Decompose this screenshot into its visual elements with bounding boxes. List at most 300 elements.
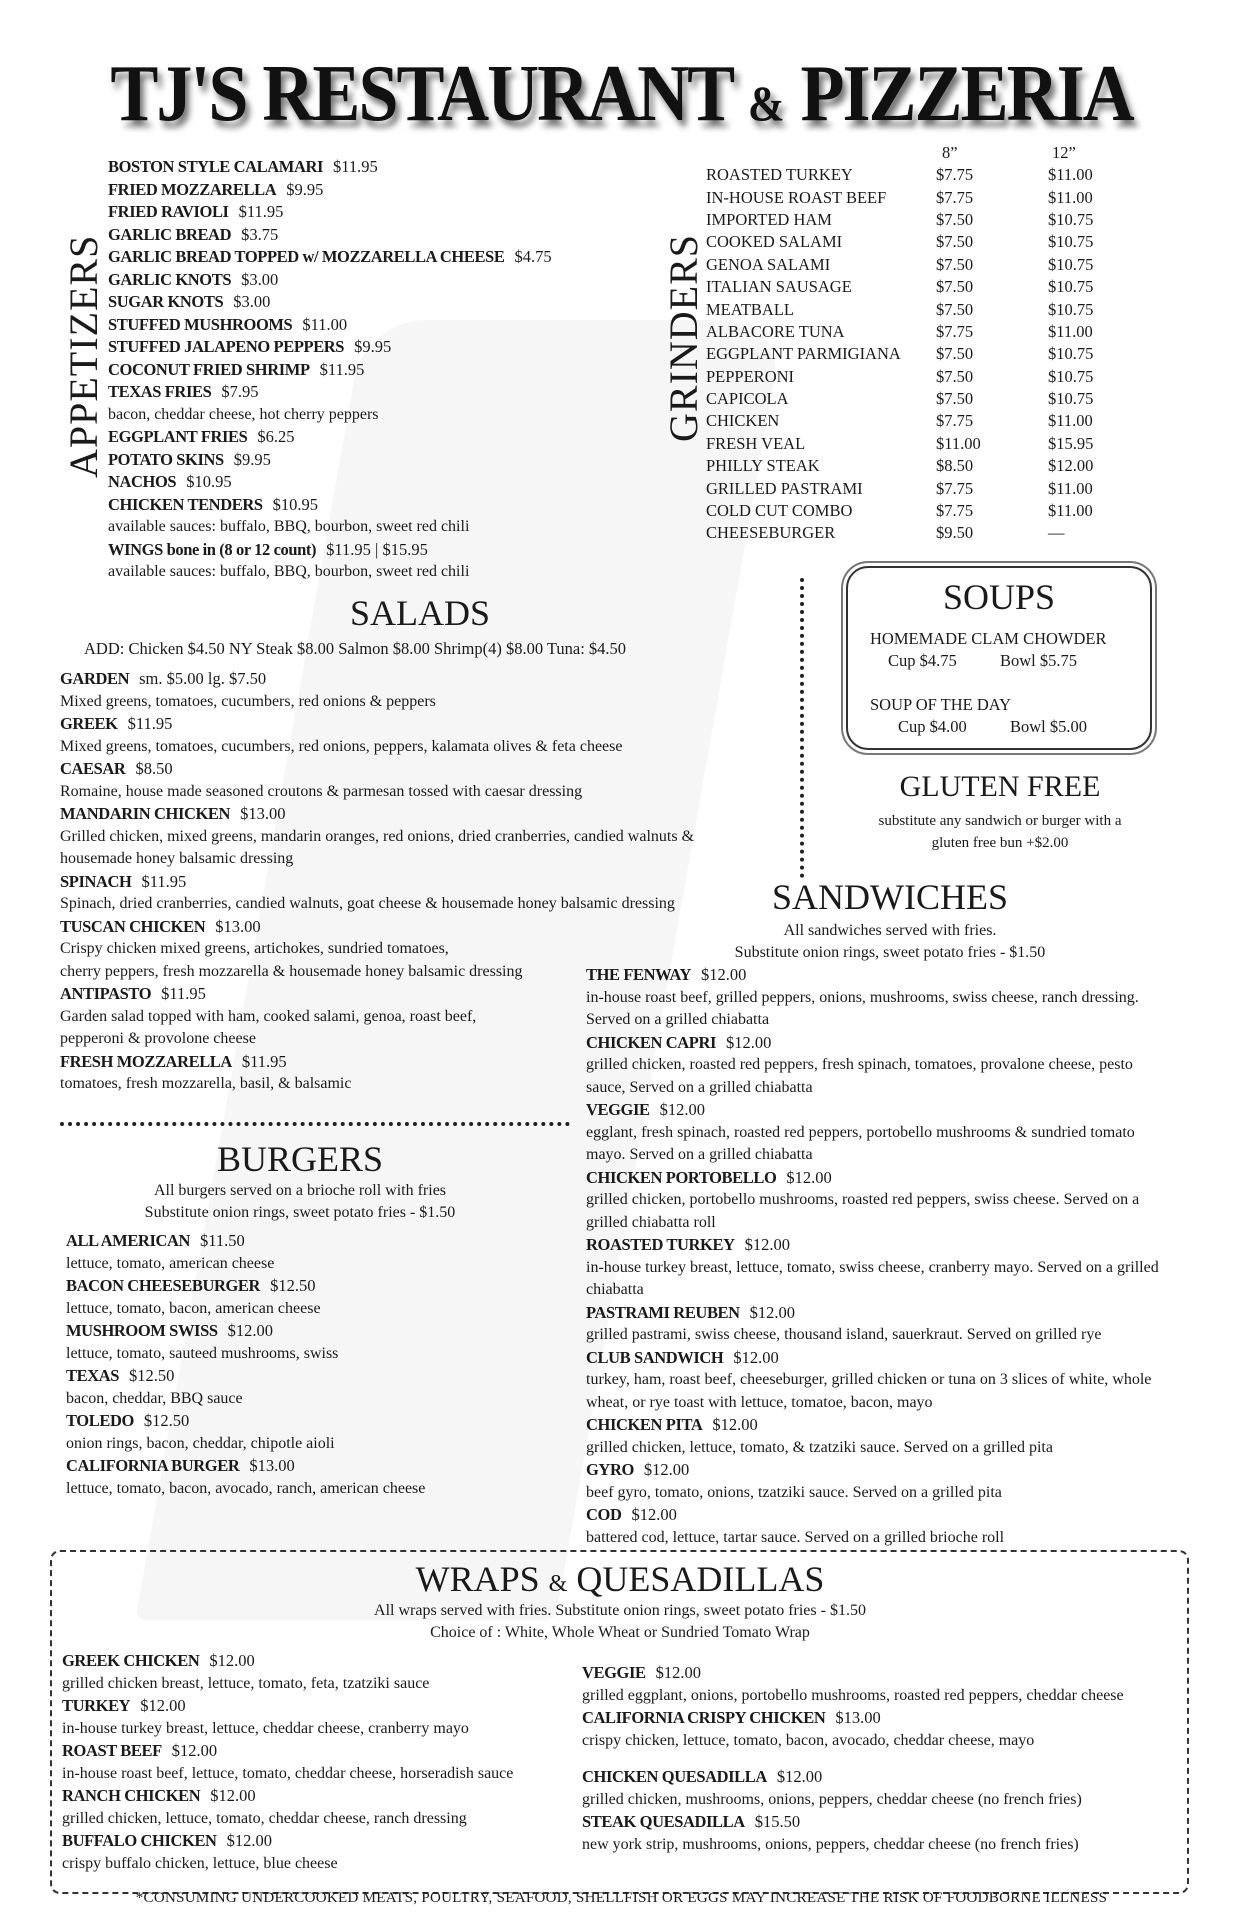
burgers-sub2: Substitute onion rings, sweet potato fries - $1.50 — [144, 1204, 456, 1221]
sandwich-item-price: $12.00 — [712, 1415, 758, 1434]
burger-item — [66, 1230, 425, 1253]
grinder-row — [706, 500, 1148, 522]
grinder-price-12: $11.00 — [1048, 478, 1093, 498]
salad-item — [60, 916, 694, 939]
wraps-left-list — [62, 1650, 513, 1875]
salad-item-desc: Crispy chicken mixed greens, artichokes, sundried tomatoes, — [60, 940, 449, 957]
sandwich-item-name: THE FENWAY — [586, 965, 691, 984]
sandwich-item-desc: mayo. Served on a grilled chiabatta — [586, 1146, 813, 1163]
grinder-row — [706, 410, 1148, 432]
sandwich-item-desc: battered cod, lettuce, tartar sauce. Served on a grilled brioche roll — [586, 1528, 1005, 1546]
salad-item-desc: Romaine, house made seasoned croutons & parmesan tossed with caesar dressing — [60, 782, 583, 800]
wrap-item-price: $12.00 — [210, 1786, 256, 1805]
grinder-price-8: $7.50 — [936, 389, 974, 409]
salad-item-name: FRESH MOZZARELLA — [60, 1051, 232, 1071]
sandwich-item-name: CHICKEN PITA — [586, 1415, 703, 1434]
wrap-item — [62, 1740, 513, 1763]
salads-heading: SALADS — [349, 593, 491, 633]
sandwich-item-name: ROASTED TURKEY — [586, 1235, 735, 1254]
appetizer-item-price: $11.95 — [333, 157, 378, 176]
grinder-name: ITALIAN SAUSAGE — [706, 277, 852, 297]
grinder-price-8: $7.75 — [936, 165, 974, 185]
appetizer-item-price: $3.00 — [233, 292, 271, 311]
salad-item — [60, 668, 694, 691]
sandwich-item-name: PASTRAMI REUBEN — [586, 1302, 740, 1322]
grinder-name: IMPORTED HAM — [706, 209, 832, 229]
appetizer-item-price: $9.95 — [354, 337, 392, 356]
grinder-price-8: $7.50 — [936, 254, 974, 274]
wrap-item-name: TURKEY — [62, 1696, 131, 1715]
sandwich-item-price: $12.00 — [631, 1505, 677, 1524]
wraps-sub1: All wraps served with fries. Substitute onion rings, sweet potato fries - $1.50 — [374, 1602, 866, 1619]
salad-item-desc: housemade honey balsamic dressing — [60, 850, 294, 867]
appetizer-item — [108, 426, 552, 449]
wraps-heading-2: QUESADILLAS — [576, 1559, 825, 1599]
sandwich-item-desc: grilled chicken, lettuce, tomato, & tzatziki sauce. Served on a grilled pita — [586, 1438, 1053, 1456]
sandwich-item-desc: chiabatta — [586, 1281, 644, 1298]
salad-item-price: $8.50 — [135, 759, 173, 778]
wrap-item-name: BUFFALO CHICKEN — [62, 1831, 217, 1850]
wraps-heading-1: WRAPS — [415, 1559, 540, 1599]
sandwich-item-desc: in-house roast beef, grilled peppers, onions, mushrooms, swiss cheese, ranch dressing. — [586, 988, 1139, 1006]
wrap-item-desc: in-house roast beef, lettuce, tomato, cheddar cheese, horseradish sauce — [62, 1764, 514, 1782]
soup-clam-bowl: Bowl $5.75 — [1000, 651, 1078, 670]
sandwiches-sub2: Substitute onion rings, sweet potato fries - $1.50 — [734, 944, 1046, 961]
appetizer-item — [108, 449, 552, 472]
salad-item-name: ANTIPASTO — [60, 984, 152, 1003]
salad-item-price: $11.95 — [127, 714, 173, 733]
wraps-heading-amp: & — [548, 1571, 568, 1597]
appetizer-item-name: POTATO SKINS — [108, 449, 224, 469]
wrap-item-name: ROAST BEEF — [62, 1741, 162, 1760]
grinders-label: GRINDERS — [661, 233, 706, 442]
grinder-price-12: $10.75 — [1048, 299, 1094, 319]
sandwich-item-desc: grilled chicken, roasted red peppers, fresh spinach, tomatoes, provalone cheese, pesto — [586, 1056, 1133, 1073]
grinder-row — [706, 298, 1148, 320]
sandwich-item-name: GYRO — [586, 1460, 634, 1479]
grinder-row — [706, 366, 1148, 388]
burger-item-name: TOLEDO — [66, 1411, 134, 1430]
grinder-price-8: $7.50 — [936, 277, 974, 297]
grinder-row — [706, 164, 1148, 186]
sandwich-item — [586, 1414, 1159, 1437]
vertical-divider — [800, 578, 804, 878]
grinder-price-12: $10.75 — [1048, 344, 1094, 364]
wrap-item — [62, 1650, 513, 1673]
salad-item-price: $13.00 — [215, 916, 261, 936]
grinder-name: COLD CUT COMBO — [706, 501, 853, 521]
appetizer-item-price: $6.25 — [257, 427, 295, 446]
wraps-right-top-list — [582, 1662, 1124, 1752]
sandwich-item-price: $12.00 — [643, 1460, 690, 1479]
grinder-price-8: $7.50 — [936, 232, 974, 252]
salad-item — [60, 713, 694, 736]
grinders-table — [706, 164, 1148, 545]
burgers-list — [66, 1230, 425, 1500]
burgers-sub1: All burgers served on a brioche roll with fries — [153, 1182, 447, 1199]
sandwich-item-name: CHICKEN PORTOBELLO — [586, 1167, 777, 1187]
appetizer-item-name: FRIED MOZZARELLA — [108, 179, 277, 199]
grinder-name: CHICKEN — [706, 411, 780, 431]
sandwich-item — [586, 1167, 1159, 1190]
grinder-price-12: $11.00 — [1048, 501, 1093, 521]
grinder-price-8: $8.50 — [936, 456, 974, 476]
soup-clam-chowder: HOMEMADE CLAM CHOWDER — [870, 629, 1107, 648]
quesadilla-item — [582, 1811, 1082, 1834]
salad-item-desc: Garden salad topped with ham, cooked salami, genoa, roast beef, — [60, 1007, 477, 1025]
title-ampersand: & — [747, 76, 785, 132]
appetizer-item-name: GARLIC BREAD — [108, 224, 232, 244]
burger-item — [66, 1410, 425, 1433]
burger-item-name: BACON CHEESEBURGER — [66, 1276, 261, 1295]
grinder-row — [706, 231, 1148, 253]
burger-item-name: ALL AMERICAN — [66, 1231, 191, 1250]
sandwich-item — [586, 964, 1159, 987]
grinder-price-8: $7.50 — [936, 299, 974, 319]
sandwich-item-price: $12.00 — [726, 1032, 772, 1052]
burger-item-name: TEXAS — [66, 1366, 120, 1385]
salad-item-name: GREEK — [60, 714, 118, 733]
wrap-item — [582, 1662, 1124, 1685]
sandwich-item — [586, 1347, 1159, 1370]
grinder-price-12: $11.00 — [1048, 165, 1093, 185]
grinder-name: COOKED SALAMI — [706, 232, 843, 252]
salad-item-desc: Mixed greens, tomatoes, cucumbers, red onions & peppers — [60, 692, 436, 710]
grinder-price-8: $7.75 — [936, 501, 974, 521]
appetizer-item-name: EGGPLANT FRIES — [108, 427, 248, 446]
grinder-price-12: $11.00 — [1048, 187, 1093, 207]
sandwich-item-name: CHICKEN CAPRI — [586, 1032, 717, 1052]
grinder-price-8: $7.75 — [936, 321, 974, 341]
wrap-item-desc: crispy chicken, lettuce, tomato, bacon, avocado, cheddar cheese, mayo — [582, 1731, 1035, 1749]
appetizer-item — [108, 336, 552, 359]
appetizer-item — [108, 269, 552, 292]
grinder-name: CAPICOLA — [706, 389, 789, 409]
wrap-item — [582, 1707, 1124, 1730]
salads-add-ons: ADD: Chicken $4.50 NY Steak $8.00 Salmon $8.00 Shrimp(4) $8.00 Tuna: $4.50 — [84, 639, 627, 658]
salad-item-desc: cherry peppers, fresh mozzarella & housemade honey balsamic dressing — [60, 962, 523, 980]
grinder-size-large: 12” — [1052, 143, 1076, 162]
soup-clam-cup: Cup $4.75 — [888, 651, 957, 670]
title-rest: PIZZERIA — [800, 48, 1133, 138]
appetizer-item-desc: available sauces: buffalo, BBQ, bourbon, sweet red chili — [108, 563, 470, 580]
appetizer-item — [108, 179, 552, 202]
appetizer-item — [108, 156, 552, 179]
sandwich-item-desc: sauce, Served on a grilled chiabatta — [586, 1078, 813, 1096]
appetizer-item-price: $3.00 — [241, 269, 279, 289]
salad-item-price: $11.95 — [241, 1051, 287, 1071]
soup-of-the-day: SOUP OF THE DAY — [870, 695, 1012, 714]
grinder-size-small: 8” — [942, 143, 958, 162]
wrap-item-desc: in-house turkey breast, lettuce, cheddar cheese, cranberry mayo — [62, 1719, 469, 1737]
grinder-name: CHEESEBURGER — [706, 523, 836, 543]
wrap-item-price: $12.00 — [226, 1831, 272, 1850]
appetizer-item-name: COCONUT FRIED SHRIMP — [108, 359, 310, 379]
wrap-item — [62, 1695, 513, 1718]
title-main: TJ'S RESTAURANT — [110, 48, 732, 138]
appetizer-item-name: TEXAS FRIES — [108, 382, 212, 401]
salad-item — [60, 803, 694, 826]
sandwich-item-desc: grilled chicken, portobello mushrooms, roasted red peppers, swiss cheese. Served on a — [586, 1191, 1140, 1208]
salad-item-desc: Mixed greens, tomatoes, cucumbers, red onions, peppers, kalamata olives & feta cheese — [60, 737, 623, 755]
appetizer-item-name: CHICKEN TENDERS — [108, 494, 263, 514]
grinder-name: ALBACORE TUNA — [706, 321, 845, 341]
appetizer-item-desc: available sauces: buffalo, BBQ, bourbon, sweet red chili — [108, 518, 470, 535]
appetizer-item — [108, 201, 552, 224]
wrap-item-name: VEGGIE — [582, 1663, 646, 1682]
appetizer-item — [108, 246, 552, 269]
appetizer-item-price: $11.95 — [238, 202, 284, 221]
quesadilla-item-name: CHICKEN QUESADILLA — [582, 1767, 767, 1786]
sandwich-item-price: $12.00 — [744, 1235, 790, 1254]
sandwich-item — [586, 1099, 1159, 1122]
grinder-price-12: $15.95 — [1048, 433, 1094, 453]
wrap-item-name: RANCH CHICKEN — [62, 1786, 201, 1805]
appetizer-item — [108, 539, 552, 562]
salad-item-price: sm. $5.00 lg. $7.50 — [139, 669, 267, 688]
appetizer-item — [108, 381, 552, 404]
wrap-item-desc: crispy buffalo chicken, lettuce, blue cheese — [62, 1854, 338, 1872]
grinder-price-8: $7.50 — [936, 209, 974, 229]
salad-item-name: TUSCAN CHICKEN — [60, 916, 206, 936]
appetizer-item-price: $11.95 — [319, 359, 365, 379]
grinder-price-8: $9.50 — [936, 523, 974, 543]
burger-item — [66, 1455, 425, 1478]
sandwich-item-name: VEGGIE — [586, 1100, 650, 1119]
quesadilla-item — [582, 1766, 1082, 1789]
sandwich-item — [586, 1302, 1159, 1325]
burger-item-desc: lettuce, tomato, sauteed mushrooms, swiss — [66, 1344, 339, 1362]
grinder-row — [706, 209, 1148, 231]
appetizer-item — [108, 359, 552, 382]
burger-item — [66, 1365, 425, 1388]
grinder-name: IN-HOUSE ROAST BEEF — [706, 187, 887, 207]
grinder-price-8: $7.75 — [936, 478, 974, 498]
grinder-name: PHILLY STEAK — [706, 456, 820, 476]
burger-item-price: $12.50 — [143, 1411, 190, 1430]
burger-item-price: $12.00 — [227, 1321, 274, 1340]
appetizer-item — [108, 494, 552, 517]
gluten-free-line2: gluten free bun +$2.00 — [931, 835, 1069, 851]
grinder-row — [706, 343, 1148, 365]
salad-item-name: MANDARIN CHICKEN — [60, 804, 231, 823]
wraps-sub2: Choice of : White, Whole Wheat or Sundried Tomato Wrap — [430, 1624, 810, 1641]
soups-box — [846, 566, 1152, 750]
grinder-price-12: $10.75 — [1048, 389, 1094, 409]
wrap-item-name: CALIFORNIA CRISPY CHICKEN — [582, 1708, 826, 1727]
grinder-name: GENOA SALAMI — [706, 254, 831, 274]
grinder-row — [706, 455, 1148, 477]
appetizer-item — [108, 471, 552, 494]
appetizer-item-name: GARLIC BREAD TOPPED w/ MOZZARELLA CHEESE — [108, 247, 505, 266]
appetizers-list — [108, 156, 552, 584]
wraps-heading — [340, 1558, 900, 1600]
appetizer-item-price: $7.95 — [221, 382, 259, 401]
burger-item-price: $11.50 — [200, 1231, 245, 1250]
sandwich-item — [586, 1459, 1159, 1482]
grinder-price-12: $11.00 — [1048, 321, 1093, 341]
burger-item-desc: lettuce, tomato, bacon, american cheese — [66, 1299, 321, 1317]
grinder-name: GRILLED PASTRAMI — [706, 478, 863, 498]
grinder-row — [706, 321, 1148, 343]
salad-item-name: GARDEN — [60, 669, 130, 688]
grinder-price-12: $11.00 — [1048, 411, 1093, 431]
grinder-row — [706, 522, 1148, 544]
grinder-price-8: $7.50 — [936, 366, 974, 386]
wrap-item-price: $12.00 — [171, 1741, 218, 1760]
grinder-price-12: $10.75 — [1048, 254, 1094, 274]
appetizer-item-name: FRIED RAVIOLI — [108, 202, 229, 221]
grinder-price-12: — — [1048, 523, 1065, 543]
burger-item — [66, 1275, 425, 1298]
sandwich-item-desc: in-house turkey breast, lettuce, tomato, swiss cheese, cranberry mayo. Served on a grilled — [586, 1258, 1159, 1276]
grinder-price-8: $7.50 — [936, 344, 974, 364]
appetizer-item-price: $9.95 — [233, 449, 271, 469]
sandwich-item — [586, 1234, 1159, 1257]
soup-day-cup: Cup $4.00 — [898, 717, 967, 736]
grinder-row — [706, 388, 1148, 410]
grinder-row — [706, 186, 1148, 208]
wrap-item-price: $13.00 — [835, 1708, 881, 1727]
salad-item-name: CAESAR — [60, 759, 126, 778]
sandwich-item-desc: beef gyro, tomato, onions, tzatziki sauce. Served on a grilled pita — [586, 1483, 1002, 1501]
grinder-price-12: $10.75 — [1048, 277, 1094, 297]
appetizer-item-name: NACHOS — [108, 472, 177, 491]
restaurant-title — [0, 47, 1243, 140]
sandwich-item — [586, 1504, 1159, 1527]
burger-item-price: $12.50 — [270, 1276, 316, 1295]
burger-item — [66, 1320, 425, 1343]
sandwich-item-desc: Served on a grilled chiabatta — [586, 1011, 770, 1028]
wrap-item-price: $12.00 — [655, 1663, 701, 1682]
foodborne-illness-warning: *CONSUMING UNDERCOOKED MEATS, POULTRY, SEAFOOD, SHELLFISH OR EGGS MAY INCREASE THE RISK OF FOODBORNE ILLNESS — [135, 1890, 1108, 1906]
appetizer-item — [108, 224, 552, 247]
burger-item-desc: lettuce, tomato, american cheese — [66, 1254, 275, 1272]
salad-item-desc: tomatoes, fresh mozzarella, basil, & balsamic — [60, 1075, 352, 1092]
quesadillas-list — [582, 1766, 1082, 1856]
salad-item-name: SPINACH — [60, 871, 132, 891]
appetizer-item-price: $4.75 — [514, 247, 552, 266]
salad-item-price: $11.95 — [141, 871, 187, 891]
burger-item-price: $12.50 — [129, 1366, 175, 1385]
grinder-price-12: $10.75 — [1048, 209, 1094, 229]
wrap-item — [62, 1785, 513, 1808]
grinder-name: ROASTED TURKEY — [706, 165, 853, 185]
quesadilla-item-desc: grilled chicken, mushrooms, onions, peppers, cheddar cheese (no french fries) — [582, 1790, 1082, 1808]
soups-heading: SOUPS — [942, 577, 1056, 617]
wrap-item-desc: grilled chicken breast, lettuce, tomato, feta, tzatziki sauce — [62, 1674, 430, 1692]
wrap-item — [62, 1830, 513, 1853]
sandwich-item-desc: wheat, or rye toast with lettuce, tomatoe, bacon, mayo — [586, 1393, 933, 1411]
sandwiches-sub1: All sandwiches served with fries. — [783, 922, 997, 939]
appetizer-item-price: $11.00 — [302, 314, 348, 334]
appetizer-item-price: $11.95 | $15.95 — [326, 539, 428, 559]
sandwich-item-name: CLUB SANDWICH — [586, 1347, 724, 1367]
salad-item — [60, 758, 694, 781]
soup-day-bowl: Bowl $5.00 — [1010, 717, 1088, 736]
appetizer-item-name: WINGS bone in (8 or 12 count) — [108, 539, 317, 559]
wrap-item-name: GREEK CHICKEN — [62, 1651, 200, 1670]
gluten-free-heading: GLUTEN FREE — [899, 770, 1101, 803]
quesadilla-item-price: $15.50 — [754, 1812, 801, 1831]
grinder-price-12: $10.75 — [1048, 232, 1094, 252]
grinder-name: PEPPERONI — [706, 366, 795, 386]
sandwich-item-price: $12.00 — [659, 1100, 705, 1119]
sandwich-item-desc: grilled pastrami, swiss cheese, thousand island, sauerkraut. Served on grilled rye — [586, 1326, 1102, 1343]
wrap-item-price: $12.00 — [140, 1696, 186, 1715]
grinder-row — [706, 254, 1148, 276]
grinder-row — [706, 433, 1148, 455]
appetizer-item-name: SUGAR KNOTS — [108, 292, 224, 311]
appetizer-item-price: $10.95 — [272, 494, 318, 514]
appetizer-item-price: $9.95 — [286, 179, 324, 199]
quesadilla-item-name: STEAK QUESADILLA — [582, 1812, 745, 1831]
grinder-row — [706, 276, 1148, 298]
appetizer-item-desc: bacon, cheddar cheese, hot cherry peppers — [108, 405, 379, 423]
salad-item-desc: Spinach, dried cranberries, candied walnuts, goat cheese & housemade honey balsamic dressing — [60, 895, 675, 912]
grinder-price-8: $11.00 — [936, 433, 981, 453]
grinder-price-12: $12.00 — [1048, 456, 1094, 476]
grinder-name: FRESH VEAL — [706, 433, 806, 453]
burger-item-desc: bacon, cheddar, BBQ sauce — [66, 1389, 243, 1407]
sandwich-item-desc: egglant, fresh spinach, roasted red peppers, portobello mushrooms & sundried tomato — [586, 1123, 1135, 1141]
appetizers-label: APPETIZERS — [61, 234, 106, 478]
sandwich-item-price: $12.00 — [786, 1167, 832, 1187]
salad-item-desc: Grilled chicken, mixed greens, mandarin oranges, red onions, dried cranberries, candied walnuts & — [60, 827, 695, 845]
quesadilla-item-price: $12.00 — [776, 1767, 823, 1786]
grinder-price-8: $7.75 — [936, 187, 974, 207]
burger-item-desc: lettuce, tomato, bacon, avocado, ranch, american cheese — [66, 1479, 426, 1497]
sandwich-item-price: $12.00 — [733, 1347, 779, 1367]
appetizer-item — [108, 314, 552, 337]
appetizer-item-price: $3.75 — [241, 224, 279, 244]
wrap-item-price: $12.00 — [209, 1651, 255, 1670]
sandwich-item — [586, 1032, 1159, 1055]
wrap-item-desc: grilled chicken, lettuce, tomato, cheddar cheese, ranch dressing — [62, 1809, 467, 1827]
gluten-free-line1: substitute any sandwich or burger with a — [878, 813, 1122, 829]
burger-item-name: MUSHROOM SWISS — [66, 1321, 218, 1340]
horizontal-divider — [60, 1122, 570, 1126]
wrap-item-desc: grilled eggplant, onions, portobello mushrooms, roasted red peppers, cheddar cheese — [582, 1686, 1124, 1704]
salad-item-desc: pepperoni & provolone cheese — [60, 1030, 256, 1047]
sandwich-item-desc: turkey, ham, roast beef, cheeseburger, grilled chicken or tuna on 3 slices of white, whole — [586, 1371, 1152, 1388]
burgers-heading: BURGERS — [216, 1139, 384, 1179]
grinder-price-8: $7.75 — [936, 411, 974, 431]
appetizer-item-name: BOSTON STYLE CALAMARI — [108, 157, 324, 176]
grinder-price-12: $10.75 — [1048, 366, 1094, 386]
grinder-row — [706, 477, 1148, 499]
grinder-name: MEATBALL — [706, 299, 794, 319]
burger-item-desc: onion rings, bacon, cheddar, chipotle aioli — [66, 1434, 335, 1452]
sandwich-item-price: $12.00 — [700, 965, 747, 984]
appetizer-item-name: STUFFED JALAPENO PEPPERS — [108, 337, 345, 356]
salad-item-price: $11.95 — [161, 984, 206, 1003]
sandwich-item-price: $12.00 — [749, 1302, 796, 1322]
appetizer-item — [108, 291, 552, 314]
sandwiches-list — [586, 964, 1159, 1549]
sandwich-item-desc: grilled chiabatta roll — [586, 1213, 716, 1231]
grinder-name: EGGPLANT PARMIGIANA — [706, 344, 901, 364]
appetizer-item-price: $10.95 — [186, 472, 232, 491]
sandwiches-heading: SANDWICHES — [771, 877, 1008, 917]
salad-item-price: $13.00 — [240, 804, 286, 823]
appetizer-item-name: GARLIC KNOTS — [108, 269, 232, 289]
sandwich-item-name: COD — [586, 1505, 622, 1524]
burger-item-name: CALIFORNIA BURGER — [66, 1456, 240, 1475]
quesadilla-item-desc: new york strip, mushrooms, onions, peppers, cheddar cheese (no french fries) — [582, 1835, 1079, 1853]
salad-item — [60, 871, 694, 894]
appetizer-item-name: STUFFED MUSHROOMS — [108, 314, 293, 334]
